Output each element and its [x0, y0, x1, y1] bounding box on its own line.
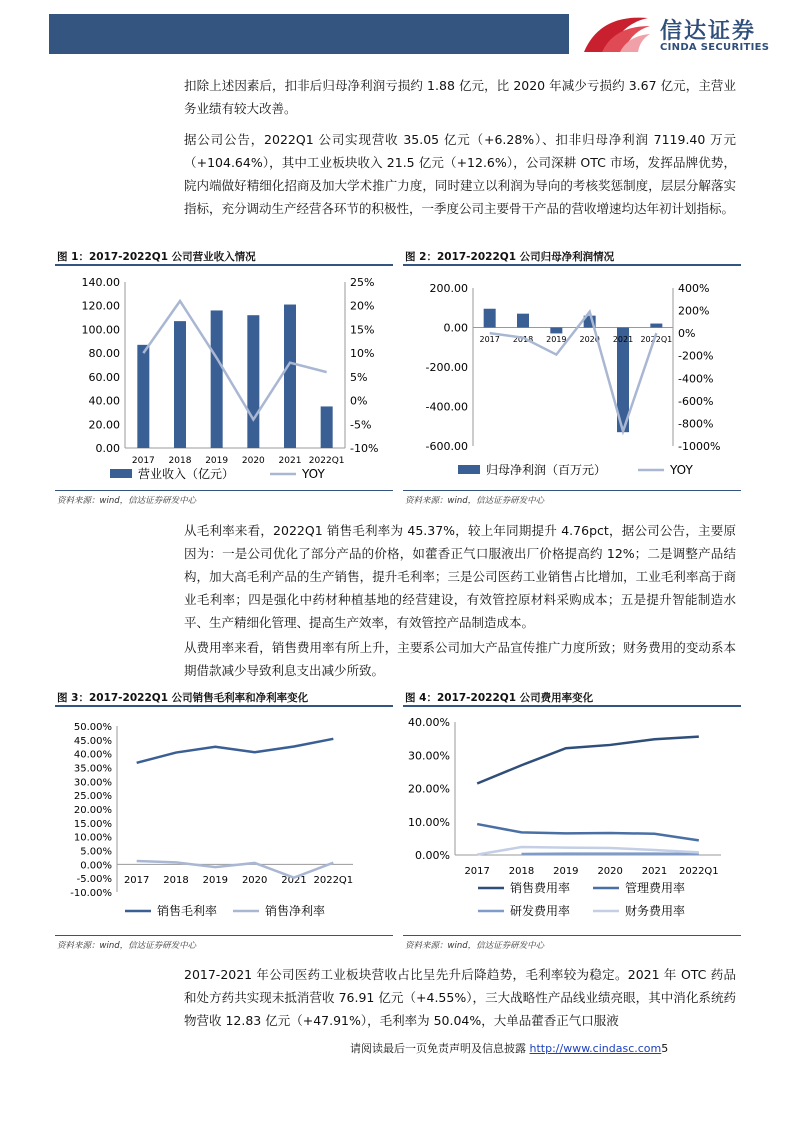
y-tick: 40.00%	[408, 716, 450, 729]
y-tick: 35.00%	[73, 763, 112, 775]
legend-bar-swatch	[110, 469, 132, 478]
x-tick-label: 2017	[123, 875, 150, 886]
y-tick-right: -10%	[350, 442, 379, 455]
x-tick-label: 2021	[281, 875, 307, 886]
header-bar	[49, 14, 569, 54]
x-tick-label: 2020	[597, 866, 623, 877]
y-tick: 40.00%	[73, 749, 112, 761]
figure-2-source-rule	[403, 490, 741, 491]
yoy-line	[143, 301, 326, 420]
y-tick-right: -600%	[678, 394, 714, 408]
y-tick: 5.00%	[80, 846, 112, 858]
x-tick-label: 2021	[641, 866, 668, 877]
x-tick-label: 2019	[205, 456, 229, 466]
bar	[211, 310, 223, 448]
y-tick-left: 140.00	[81, 276, 120, 289]
x-tick-label: 2018	[508, 866, 535, 877]
bar	[174, 321, 186, 448]
y-tick-right: -400%	[678, 372, 714, 386]
y-tick-right: 20%	[350, 299, 375, 313]
y-tick: 50.00%	[73, 722, 112, 733]
footer-url-link[interactable]: http://www.cindasc.com	[529, 1042, 662, 1055]
y-tick: 10.00%	[73, 832, 112, 844]
y-tick: 20.00%	[408, 782, 450, 796]
y-tick: -10.00%	[70, 888, 112, 899]
x-tick-label: 2017	[131, 456, 155, 466]
yoy-line	[490, 312, 657, 432]
bar	[484, 309, 496, 328]
figure-2-title: 图 2：2017-2022Q1 公司归母净利润情况	[405, 251, 615, 263]
x-tick-label: 2018	[512, 335, 534, 344]
y-tick-left: 0.00	[443, 321, 468, 335]
figure-1-title: 图 1：2017-2022Q1 公司营业收入情况	[57, 251, 256, 263]
figure-4-source: 资料来源：wind，信达证券研发中心	[405, 941, 545, 951]
y-tick-left: -200.00	[425, 361, 468, 374]
figure-1-source: 资料来源：wind，信达证券研发中心	[57, 496, 197, 506]
figure-1-source-rule	[55, 490, 393, 491]
paragraph-1: 扣除上述因素后，扣非后归母净利润亏损约 1.88 亿元，比 2020 年减少亏损约 3.67 亿元，主营业务业绩有较大改善。	[184, 78, 736, 116]
y-tick-right: -800%	[678, 417, 714, 431]
legend-line-label: YOY	[302, 467, 325, 481]
chart-revenue	[55, 270, 393, 485]
y-tick-right: 200%	[678, 304, 710, 318]
figure-1-rule	[55, 264, 393, 266]
figure-3-rule	[55, 705, 393, 707]
y-tick: 45.00%	[73, 735, 112, 747]
y-tick: 10.00%	[408, 815, 450, 829]
y-tick-right: 400%	[678, 282, 710, 295]
figure-3-source-rule	[55, 935, 393, 936]
y-tick: 0.00%	[80, 860, 112, 872]
y-tick-right: -5%	[350, 418, 372, 432]
y-tick-left: 80.00	[88, 347, 120, 361]
y-tick-left: 100.00	[81, 323, 120, 337]
legend-label: 财务费用率	[625, 904, 686, 918]
y-tick-left: 60.00	[88, 370, 120, 384]
legend-bar-label: 归母净利润（百万元）	[486, 463, 607, 477]
series-line	[477, 737, 699, 784]
page-footer	[350, 1040, 668, 1056]
legend-label: 销售费用率	[510, 881, 571, 895]
bar	[550, 328, 562, 334]
legend-label: 研发费用率	[510, 904, 571, 918]
brand-name-en: CINDA SECURITIES	[660, 42, 770, 53]
bar	[247, 315, 259, 448]
x-tick-label: 2019	[553, 866, 579, 877]
chart-net-profit	[403, 270, 741, 485]
series-line	[477, 824, 699, 840]
y-tick: 25.00%	[73, 791, 112, 803]
bar	[517, 314, 529, 328]
figure-4-title: 图 4：2017-2022Q1 公司费用率变化	[405, 692, 594, 704]
y-tick: 30.00%	[408, 749, 450, 763]
legend-bar-swatch	[458, 465, 480, 474]
x-tick-label: 2022Q1	[313, 875, 354, 886]
y-tick-left: 120.00	[81, 299, 120, 313]
y-tick-right: 25%	[350, 276, 375, 289]
paragraph-5: 2017-2021 年公司医药工业板块营收占比呈先升后降趋势，毛利率较为稳定。2021 年 OTC 药品和处方药共实现未抵消营收 76.91 亿元（+4.55%），三大战略性产品线业绩亮眼，其中消化系统药物营收 12.83 亿元（+47.91%），毛利率为 50.04%，大单品藿香正气口服液	[184, 967, 736, 1028]
y-tick-left: -600.00	[425, 440, 468, 453]
brand-name-cn: 信达证券	[660, 19, 757, 44]
y-tick: 20.00%	[73, 805, 112, 816]
x-tick-label: 2022Q1	[678, 866, 719, 877]
legend-label: 销售净利率	[265, 904, 326, 918]
cinda-logo-icon	[580, 12, 652, 56]
y-tick-right: -200%	[678, 349, 714, 363]
legend-label: 销售毛利率	[157, 904, 218, 918]
y-tick-right: 15%	[350, 323, 375, 337]
x-tick-label: 2019	[546, 335, 567, 344]
y-tick-left: 40.00	[88, 394, 120, 408]
figure-2-source: 资料来源：wind，信达证券研发中心	[405, 496, 545, 506]
y-tick-left: 200.00	[429, 282, 468, 295]
bar	[650, 324, 662, 328]
bar	[321, 406, 333, 448]
y-tick-left: 0.00	[95, 442, 120, 455]
y-tick-left: -400.00	[425, 400, 468, 414]
bar	[284, 305, 296, 448]
x-tick-label: 2017	[479, 335, 500, 344]
x-tick-label: 2022Q1	[308, 456, 345, 466]
x-tick-label: 2022Q1	[640, 335, 673, 344]
x-tick-label: 2020	[241, 456, 265, 466]
chart-margin	[55, 712, 393, 930]
x-tick-label: 2018	[163, 875, 189, 886]
y-tick-left: 20.00	[88, 418, 120, 432]
paragraph-3: 从毛利率来看，2022Q1 销售毛利率为 45.37%，较上年同期提升 4.76pct，据公司公告，主要原因为：一是公司优化了部分产品的价格，如藿香正气口服液出厂价格提高约 12%；二是调整产品结构，加大高毛利产品的生产销售，提升毛利率；三是公司医药工业销售占比增加，工业毛利率高于商业毛利率；四是强化中药材种植基地的经营建设，有效管控原材料采购成本；五是提升智能制造水平、生产精细化管理、提高生产效率，有效管控产品制造成本。	[184, 523, 736, 630]
x-tick-label: 2017	[464, 866, 490, 877]
figure-3-source: 资料来源：wind，信达证券研发中心	[57, 941, 197, 951]
y-tick-right: 10%	[350, 347, 375, 361]
x-tick-label: 2020	[241, 875, 268, 886]
y-tick-right: 0%	[350, 394, 368, 408]
figure-4-source-rule	[403, 935, 741, 936]
figure-4-rule	[403, 705, 741, 707]
legend-bar-label: 营业收入（亿元）	[138, 467, 235, 481]
series-line	[137, 739, 334, 763]
footer-disclaimer: 请阅读最后一页免责声明及信息披露	[350, 1042, 526, 1055]
x-tick-label: 2018	[168, 456, 192, 466]
legend-line-label: YOY	[670, 463, 693, 477]
x-tick-label: 2019	[202, 875, 229, 886]
figure-2-rule	[403, 264, 741, 266]
page-number: 5	[661, 1042, 669, 1055]
y-tick: 30.00%	[73, 777, 112, 789]
x-tick-label: 2021	[278, 456, 302, 466]
y-tick-right: 5%	[350, 370, 368, 384]
legend-label: 管理费用率	[625, 881, 686, 895]
paragraph-2: 据公司公告，2022Q1 公司实现营收 35.05 亿元（+6.28%）、扣非归母净利润 7119.40 万元（+104.64%），其中工业板块收入 21.5 亿元（+12.6%），公司深耕 OTC 市场，发挥品牌优势，院内端做好精细化招商及加大学术推广力度，同时建立以利润为导向的考核奖惩制度，层层分解落实指标，充分调动生产经营各环节的积极性，一季度公司主要骨干产品的营收增速均达年初计划指标。	[184, 132, 736, 216]
bar	[137, 345, 149, 448]
chart-expense-ratio	[403, 712, 741, 930]
y-tick-right: -1000%	[678, 440, 721, 453]
y-tick: 0.00%	[415, 849, 450, 862]
y-tick: 15.00%	[73, 818, 112, 830]
x-tick-label: 2020	[579, 335, 600, 344]
paragraph-4: 从费用率来看，销售费用率有所上升，主要系公司加大产品宣传推广力度所致；财务费用的变动系本期借款减少导致利息支出减少所致。	[184, 640, 736, 678]
y-tick-right: 0%	[678, 327, 696, 341]
x-tick-label: 2021	[612, 335, 634, 344]
figure-3-title: 图 3：2017-2022Q1 公司销售毛利率和净利率变化	[57, 692, 309, 704]
y-tick: -5.00%	[76, 874, 112, 886]
